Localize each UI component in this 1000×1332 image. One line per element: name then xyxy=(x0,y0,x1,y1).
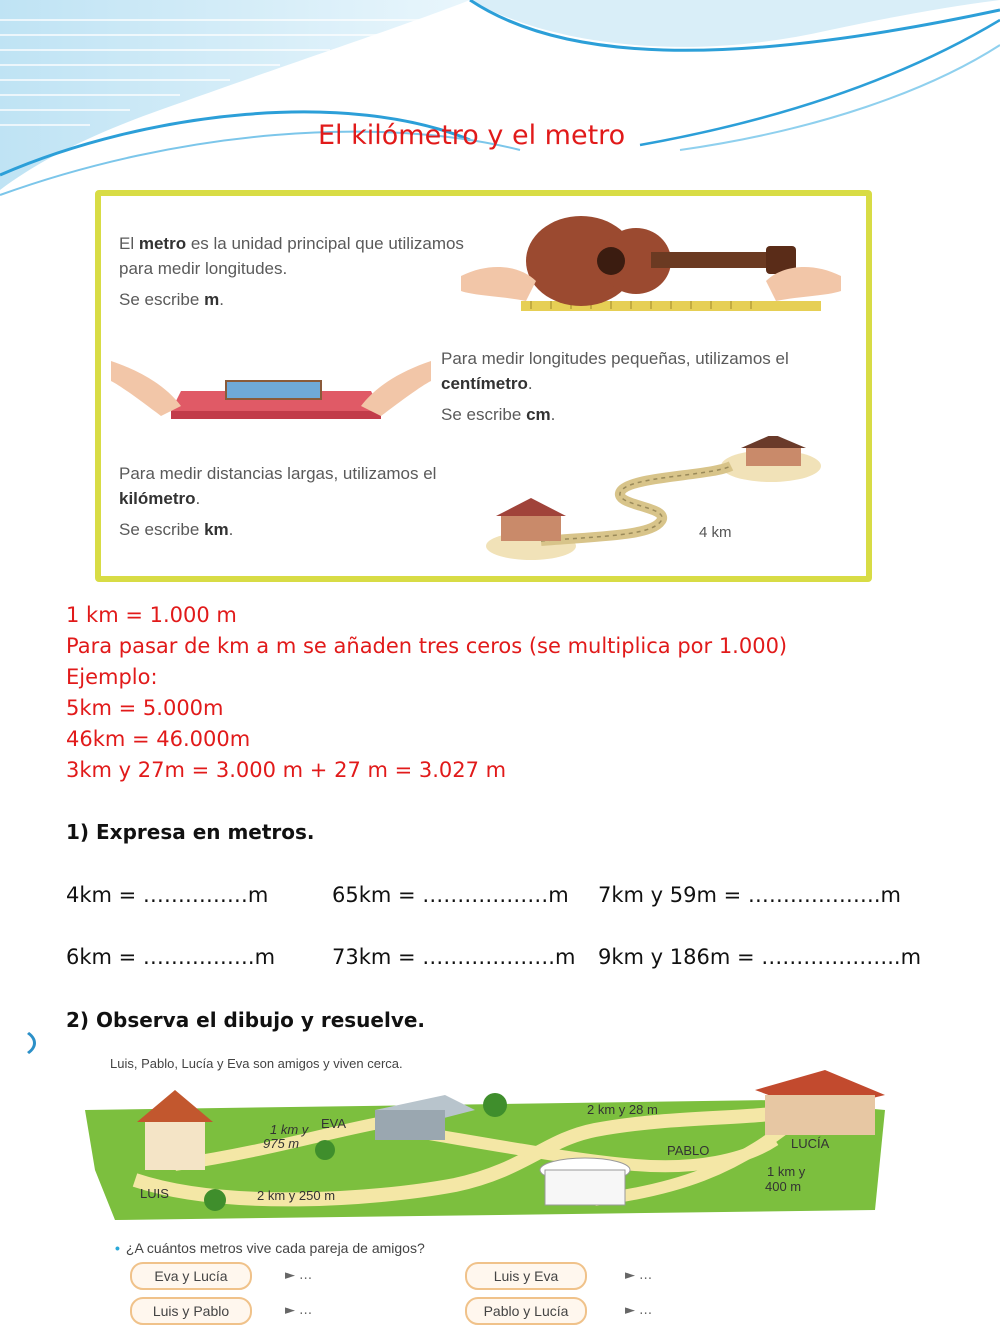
answer-eva-lucia[interactable]: ► … xyxy=(285,1268,313,1283)
friends-map xyxy=(75,1050,965,1332)
rule-line: 46km = 46.000m xyxy=(66,727,251,751)
rule-line: 1 km = 1.000 m xyxy=(66,603,237,627)
bold-term: centímetro xyxy=(441,374,528,393)
exercise1-item[interactable]: 6km = …………….m xyxy=(66,945,276,969)
label-lucia: LUCÍA xyxy=(791,1136,830,1151)
page-title: El kilómetro y el metro xyxy=(318,120,626,151)
guitar-measure-illustration xyxy=(461,206,841,326)
exercise1-item[interactable]: 9km y 186m = ………………..m xyxy=(598,945,922,969)
map-intro: Luis, Pablo, Lucía y Eva son amigos y viven cerca. xyxy=(110,1056,403,1071)
text-fragment: es la unidad principal que utilizamos para medir longitudes. xyxy=(119,234,464,278)
pair-luis-eva: Luis y Eva xyxy=(465,1262,587,1290)
rule-line: Ejemplo: xyxy=(66,665,158,689)
road-distance-label: 4 km xyxy=(699,524,732,541)
distance-luis-pablo: 2 km y 250 m xyxy=(257,1188,336,1203)
label-luis: LUIS xyxy=(140,1186,169,1201)
decorative-circle xyxy=(0,1025,36,1061)
bold-term: kilómetro xyxy=(119,489,196,508)
map-illustration xyxy=(75,1050,965,1225)
map-question xyxy=(115,1240,425,1256)
text-fragment: Se escribe xyxy=(119,290,200,309)
rule-line: 3km y 27m = 3.000 m + 27 m = 3.027 m xyxy=(66,758,507,782)
label-pablo: PABLO xyxy=(667,1143,710,1158)
exercise1-item[interactable]: 4km = ……………m xyxy=(66,883,269,907)
text-fragment: El xyxy=(119,234,135,253)
bold-term: m xyxy=(204,290,220,309)
distance-pablo-lucia-2: 400 m xyxy=(765,1179,802,1194)
exercise1-item[interactable]: 73km = ……………….m xyxy=(332,945,576,969)
text-fragment: Se escribe xyxy=(119,520,200,539)
answer-luis-eva[interactable]: ► … xyxy=(625,1268,653,1283)
answer-luis-pablo[interactable]: ► … xyxy=(285,1303,313,1318)
kilometro-definition: Para medir distancias largas, utilizamos el kilómetro. Se escribe km. xyxy=(119,464,437,539)
distance-eva-luis: 1 km y xyxy=(270,1122,309,1137)
bullet-icon: • xyxy=(115,1240,120,1256)
rule-line: 5km = 5.000m xyxy=(66,696,224,720)
exercise1-heading: 1) Expresa en metros. xyxy=(66,820,315,844)
text-fragment: Para medir distancias largas, utilizamos el xyxy=(119,464,437,483)
distance-pablo-lucia: 1 km y xyxy=(767,1164,806,1179)
text-fragment: Para medir longitudes pequeñas, utilizamos el xyxy=(441,349,789,368)
header-wave-decoration xyxy=(0,0,1000,220)
distance-eva-luis-2: 975 m xyxy=(263,1136,300,1151)
pair-eva-lucia: Eva y Lucía xyxy=(130,1262,252,1290)
bold-term: km xyxy=(204,520,229,539)
road-distance-illustration xyxy=(481,436,841,566)
rule-line: Para pasar de km a m se añaden tres ceros (se multiplica por 1.000) xyxy=(66,634,788,658)
info-panel xyxy=(95,190,872,582)
exercise2-heading: 2) Observa el dibujo y resuelve. xyxy=(66,1008,426,1032)
rules-block xyxy=(66,600,787,786)
bold-term: metro xyxy=(138,234,187,253)
question-text: ¿A cuántos metros vive cada pareja de amigos? xyxy=(125,1240,425,1256)
text-fragment: Se escribe xyxy=(441,405,522,424)
centimetro-definition: Para medir longitudes pequeñas, utilizamos el centímetro. Se escribe cm. xyxy=(441,349,789,424)
bold-term: cm xyxy=(526,405,551,424)
ruler-measure-illustration xyxy=(111,341,431,431)
pair-luis-pablo: Luis y Pablo xyxy=(130,1297,252,1325)
answer-pablo-lucia[interactable]: ► … xyxy=(625,1303,653,1318)
exercise1-item[interactable]: 7km y 59m = ……………….m xyxy=(598,883,902,907)
metro-definition: El metro es la unidad principal que utilizamos para medir longitudes. Se escribe m. xyxy=(119,234,464,309)
pair-pablo-lucia: Pablo y Lucía xyxy=(465,1297,587,1325)
distance-eva-lucia: 2 km y 28 m xyxy=(587,1102,658,1117)
label-eva: EVA xyxy=(321,1116,347,1131)
exercise1-item[interactable]: 65km = ………………m xyxy=(332,883,569,907)
